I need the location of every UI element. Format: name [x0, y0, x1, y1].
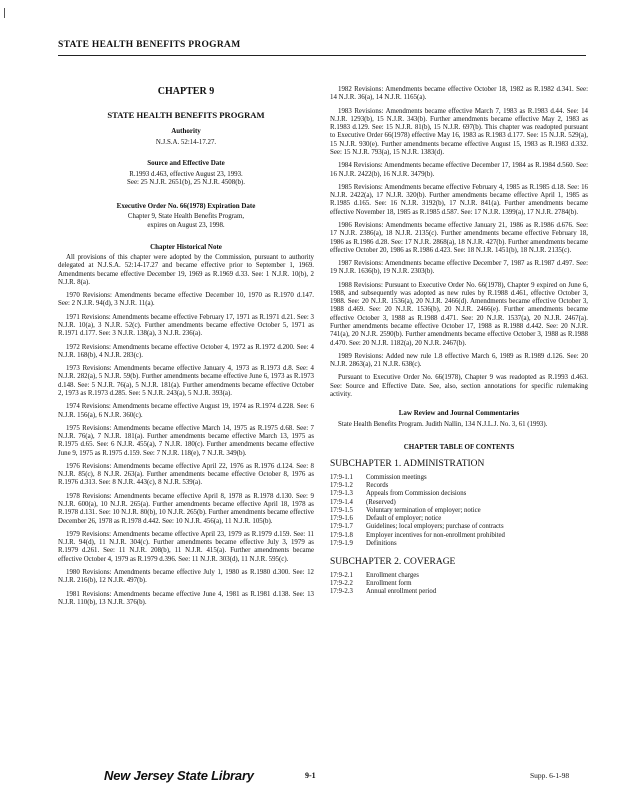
toc-entry	[330, 523, 588, 531]
header-rule	[58, 55, 586, 56]
toc-entry	[330, 540, 588, 548]
paragraph: All provisions of this chapter were adopted by the Commission, pursuant to authority delegated at N.J.S.A. 52:14-17.27 and became effective prior to September 1, 1969. Amendments became effective December 19, 1969 as R.1969 d.33. See: 1 N.J.R. 10(b), 2 N.J.R. 8(a).	[58, 254, 314, 286]
section-title: Enrollment charges	[366, 571, 419, 579]
paragraph: 1971 Revisions: Amendments became effective February 17, 1971 as R.1971 d.21. See: 3 N.J.R. 10(a), 3 N.J.R. 52(c). Further amendments became effective October 5, 1971 as R.1971 d.177. See: 3 N.J.R. 138(a), 3 N.J.R. 236(a).	[58, 313, 314, 338]
table-of-contents	[330, 459, 588, 596]
source-heading: Source and Effective Date	[147, 159, 225, 168]
paragraph: 1978 Revisions: Amendments became effective April 8, 1978 as R.1978 d.130. See: 9 N.J.R. 600(a), 10 N.J.R. 265(a). Further amendments became effective April 18, 1978 as R.1978 d.131. See: 10 N.J.R. 80(b), 10 N.J.R. 265(b). Further amendments became effective December 26, 1978 as R.1978 d.442. See: 10 N.J.R. 456(a), 11 N.J.R. 105(b).	[58, 492, 314, 525]
toc-entry	[330, 482, 588, 490]
toc-entry	[330, 474, 588, 482]
paragraph: Pursuant to Executive Order No. 66(1978), Chapter 9 was readopted as R.1993 d.463. See: Source and Effective Date. See, also, section annotations for specific rulemaking activity.	[330, 374, 588, 398]
chapter-number: CHAPTER 9	[157, 86, 215, 97]
toc-entry	[330, 515, 588, 523]
law-review-text: State Health Benefits Program. Judith Nallin, 134 N.J.L.J. No. 3, 61 (1993).	[338, 420, 548, 428]
toc-entry	[330, 507, 588, 515]
executive-order-heading: Executive Order No. 66(1978) Expiration Date	[116, 201, 256, 210]
paragraph: 1972 Revisions: Amendments became effective October 4, 1972 as R.1972 d.200. See: 4 N.J.R. 168(b), 4 N.J.R. 283(c).	[58, 343, 314, 359]
section-number: 17:9-1.5	[330, 506, 353, 514]
toc-entry	[330, 532, 588, 540]
toc-entry	[330, 490, 588, 498]
section-title: Appeals from Commission decisions	[366, 490, 467, 498]
section-number: 17:9-1.8	[330, 531, 353, 539]
paragraph: 1973 Revisions: Amendments became effective January 4, 1973 as R.1973 d.8. See: 4 N.J.R. 282(a), 5 N.J.R. 59(b). Further amendments became effective June 6, 1973 as R.1973 d.148. See: 5 N.J.R. 76(a), 5 N.J.R. 181(a). Further amendments became effective October 2, 1973 as R.1973 d.285. See: 5 N.J.R. 243(a), 5 N.J.R. 393(a).	[58, 365, 314, 397]
toc-entry	[330, 572, 588, 580]
authority-heading: Authority	[171, 127, 201, 136]
paragraph: 1980 Revisions: Amendments became effective July 1, 1980 as R.1980 d.300. See: 12 N.J.R. 216(b), 12 N.J.R. 497(b).	[58, 569, 314, 585]
section-number: 17:9-1.1	[330, 473, 353, 481]
section-title: Guidelines; local employers; purchase of contracts	[366, 523, 504, 531]
section-number: 17:9-1.7	[330, 523, 353, 531]
left-column	[58, 86, 314, 612]
paragraph: 1976 Revisions: Amendments became effective April 22, 1976 as R.1976 d.124. See: 8 N.J.R. 85(c), 8 N.J.R. 263(a). Further amendments became effective October 8, 1976 as R.1976 d.313. See: 8 N.J.R. 443(c), 8 N.J.R. 539(a).	[58, 462, 314, 487]
toc-entry	[330, 580, 588, 588]
paragraph: 1975 Revisions: Amendments became effective March 14, 1975 as R.1975 d.68. See: 7 N.J.R. 76(a), 7 N.J.R. 181(a). Further amendments became effective March 13, 1975 as R.1975 d.65. See: 6 N.J.R. 455(a), 7 N.J.R. 180(c). Further amendments became effective June 9, 1975 as R.1975 d.159. See: 7 N.J.R. 118(e), 7 N.J.R. 349(b).	[58, 424, 314, 457]
section-title: Commission meetings	[366, 473, 427, 481]
section-number: 17:9-2.1	[330, 571, 353, 579]
paragraph: 1987 Revisions: Amendments became effective December 7, 1987 as R.1987 d.497. See: 19 N.J.R. 1636(b), 19 N.J.R. 2303(b).	[330, 260, 588, 276]
paragraph: 1981 Revisions: Amendments became effective June 4, 1981 as R.1981 d.138. See: 13 N.J.R. 110(b), 13 N.J.R. 376(b).	[58, 590, 314, 606]
source-text: R.1993 d.463, effective August 23, 1993. See: 25 N.J.R. 2651(b), 25 N.J.R. 4508(b).	[127, 170, 245, 187]
paragraph: 1982 Revisions: Amendments became effective October 18, 1982 as R.1982 d.341. See: 14 N.J.R. 36(a), 14 N.J.R. 1165(a).	[330, 86, 588, 102]
paragraph: 1974 Revisions: Amendments became effective August 19, 1974 as R.1974 d.228. See: 6 N.J.R. 156(a), 6 N.J.R. 360(c).	[58, 403, 314, 419]
authority-text: N.J.S.A. 52:14-17.27.	[155, 138, 217, 146]
page-number: 9-1	[305, 771, 316, 780]
paragraph: 1989 Revisions: Added new rule 1.8 effective March 6, 1989 as R.1989 d.126. See: 20 N.J.R. 2863(a), 21 N.J.R. 638(c).	[330, 352, 588, 369]
margin-mark	[4, 8, 5, 18]
paragraph: 1984 Revisions: Amendments became effective December 17, 1984 as R.1984 d.560. See: 16 N.J.R. 2422(b), 16 N.J.R. 3479(b).	[330, 162, 588, 178]
historical-note-heading: Chapter Historical Note	[150, 242, 222, 251]
paragraph: 1983 Revisions: Amendments became effective March 7, 1983 as R.1983 d.44. See: 14 N.J.R. 1293(b), 15 N.J.R. 343(b). Further amendments became effective May 2, 1983 as R.1983 d.129. See: 15 N.J.R. 81(b), 15 N.J.R. 697(b). This chapter was readopted pursuant to Executive Order 66(1978) effective May 16, 1983 as R.1983 d.177. See: 15 N.J.R. 529(a), 15 N.J.R. 930(e). Further amendments became effective August 15, 1983 as R.1983 d.332. See: 15 N.J.R. 793(a), 15 N.J.R. 1383(d).	[330, 107, 588, 156]
paragraph: 1988 Revisions: Pursuant to Executive Order No. 66(1978), Chapter 9 expired on June 6, 1988, and subsequently was adopted as new rules by R.1988 d.461, effective October 3, 1988. See: 20 N.J.R. 1536(a), 20 N.J.R. 2466(d). Amendments became effective October 3, 1988 d.469. See: 20 N.J.R. 1536(b), 20 N.J.R. 2466(e). Further amendments became effective October 3, 1988 as R.1988 d.471. See: 20 N.J.R. 1537(a), 20 N.J.R. 2467(a). Further amendments became effective October 17, 1988 as R.1988 d.442. See: 20 N.J.R. 741(a), 20 N.J.R. 2590(b). Further amendments became effective October 3, 1988 as R.1988 d.470. See: 20 N.J.R. 1182(a), 20 N.J.R. 2467(b).	[330, 281, 588, 347]
section-title: Definitions	[366, 539, 397, 547]
section-title: Records	[366, 482, 389, 490]
section-number: 17:9-2.3	[330, 588, 353, 596]
section-title: (Reserved)	[366, 498, 396, 506]
subchapter-title: SUBCHAPTER 1. ADMINISTRATION	[330, 459, 485, 470]
subchapter-title: SUBCHAPTER 2. COVERAGE	[330, 557, 456, 568]
executive-order-text: Chapter 9, State Health Benefits Program, expires on August 23, 1998.	[127, 213, 245, 229]
supplement-date: Supp. 6-1-98	[530, 771, 570, 780]
historical-note-paragraphs	[58, 254, 314, 607]
paragraph: 1979 Revisions: Amendments became effective April 23, 1979 as R.1979 d.159. See: 11 N.J.R. 94(d), 11 N.J.R. 304(c). Further amendments became effective July 3, 1979 as R.1979 d.261. See: 11 N.J.R. 208(b), 11 N.J.R. 415(a). Further amendments became effective October 4, 1979 as R.1979 d.396. See: 11 N.J.R. 303(d), 11 N.J.R. 595(c).	[58, 530, 314, 563]
section-title: Enrollment form	[366, 579, 412, 587]
running-header: STATE HEALTH BENEFITS PROGRAM	[58, 40, 241, 50]
section-title: Default of employer; notice	[366, 515, 442, 523]
revision-paragraphs	[330, 86, 588, 399]
library-stamp: New Jersey State Library	[104, 768, 254, 783]
paragraph: 1970 Revisions: Amendments became effective December 10, 1970 as R.1970 d.147. See: 2 N.J.R. 94(d), 3 N.J.R. 11(a).	[58, 292, 314, 308]
paragraph: 1985 Revisions: Amendments became effective February 4, 1985 as R.1985 d.18. See: 16 N.J.R. 2422(a), 17 N.J.R. 320(b). Further amendments became effective April 1, 1985 as R.1985 d.165. See: 16 N.J.R. 3192(b), 17 N.J.R. 841(a). Further amendments became effective November 18, 1985 as R.1985 d.587. See: 17 N.J.R. 1399(a), 17 N.J.R. 2784(b).	[330, 183, 588, 216]
toc-entry	[330, 499, 588, 507]
section-number: 17:9-1.3	[330, 490, 353, 498]
section-number: 17:9-2.2	[330, 579, 353, 587]
law-review-heading: Law Review and Journal Commentaries	[398, 409, 520, 418]
section-title: Voluntary termination of employer; notice	[366, 506, 481, 514]
section-number: 17:9-1.2	[330, 482, 353, 490]
section-number: 17:9-1.6	[330, 515, 353, 523]
section-title: Annual enrollment period	[366, 588, 437, 596]
section-number: 17:9-1.4	[330, 498, 353, 506]
section-title: Employer incentives for non-enrollment prohibited	[366, 531, 505, 539]
toc-title: CHAPTER TABLE OF CONTENTS	[403, 442, 515, 451]
paragraph: 1986 Revisions: Amendments became effective January 21, 1986 as R.1986 d.676. See: 17 N.J.R. 2386(a), 18 N.J.R. 2135(c). Further amendments became effective February 18, 1986 as R.1986 d.28. See: 17 N.J.R. 2868(a), 18 N.J.R. 427(b). Further amendments became effective October 20, 1986 as R.1986 d.423. See: 18 N.J.R. 1451(b), 18 N.J.R. 2135(c).	[330, 221, 588, 254]
toc-entry	[330, 588, 588, 596]
chapter-title: STATE HEALTH BENEFITS PROGRAM	[107, 110, 265, 120]
section-number: 17:9-1.9	[330, 539, 353, 547]
right-column	[330, 86, 588, 597]
